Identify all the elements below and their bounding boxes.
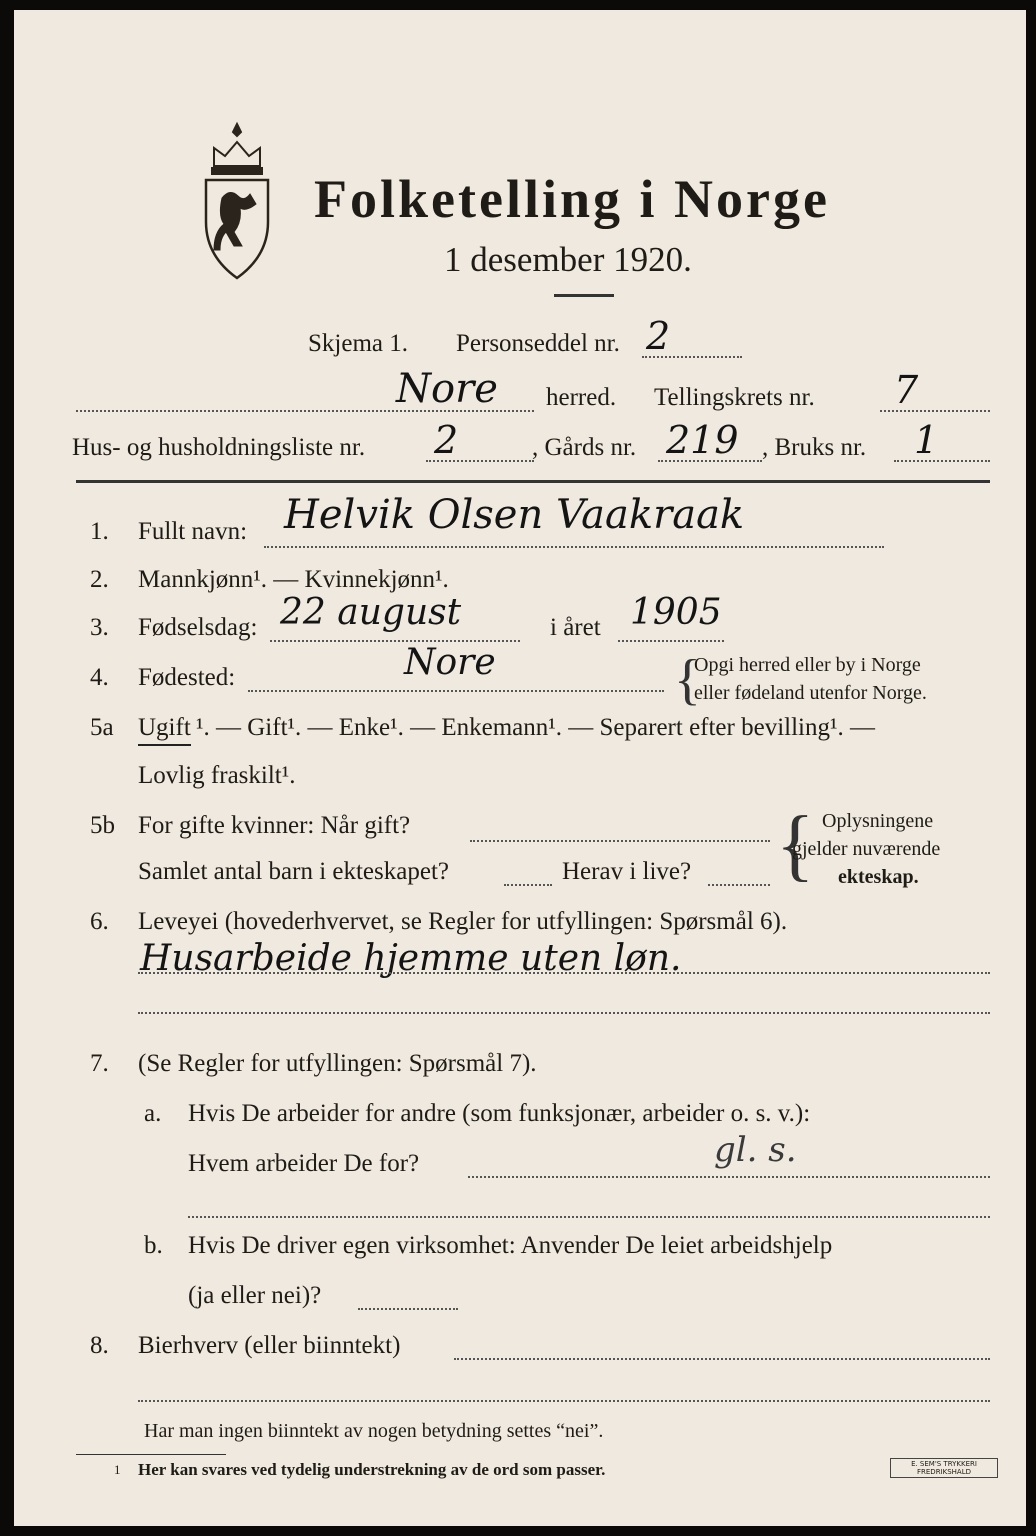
q7b-field	[358, 1308, 458, 1310]
q7a-field-line2	[188, 1216, 990, 1218]
census-form-page	[14, 10, 1026, 1526]
q5a-lovlig-fraskilt: Lovlig fraskilt¹.	[138, 762, 296, 789]
q7b-label-answer: (ja eller nei)?	[188, 1282, 322, 1309]
q5b-number: 5b	[90, 812, 115, 839]
q7-label: (Se Regler for utfyllingen: Spørsmål 7).	[138, 1050, 537, 1077]
q1-full-name-value: Helvik Olsen Vaakraak	[284, 492, 745, 538]
gards-field	[658, 460, 762, 462]
q5b-label-married: For gifte kvinner: Når gift?	[138, 812, 411, 839]
q7a-label: Hvis De arbeider for andre (som funksjonær, arbeider o. s. v.):	[188, 1100, 811, 1127]
personseddel-label: Personseddel nr.	[456, 330, 620, 357]
q4-brace: {	[674, 649, 701, 711]
q7a-label-employer: Hvem arbeider De for?	[188, 1150, 420, 1177]
q1-number: 1.	[90, 518, 109, 545]
q5b-note-line1: Oplysningene	[822, 810, 934, 832]
q8-label: Bierhverv (eller biinntekt)	[138, 1332, 401, 1359]
q7a-letter: a.	[144, 1100, 162, 1127]
q4-number: 4.	[90, 664, 109, 691]
husliste-label: Hus- og husholdningsliste nr.	[72, 434, 366, 461]
footnote-rule	[76, 1454, 226, 1455]
q5b-brace: {	[776, 801, 815, 889]
husliste-value: 2	[434, 418, 459, 462]
q5b-note-line3: ekteskap.	[838, 866, 919, 888]
q2-gender-label: Mannkjønn¹. — Kvinnekjønn¹.	[138, 566, 449, 593]
q6-label: Leveyei (hovederhvervet, se Regler for utfyllingen: Spørsmål 6).	[138, 908, 788, 935]
gards-label: , Gårds nr.	[532, 434, 637, 461]
q3-label: Fødselsdag:	[138, 614, 258, 641]
q6-number: 6.	[90, 908, 109, 935]
q4-note-line1: Opgi herred eller by i Norge	[694, 654, 921, 676]
q7a-employer-value: gl. s.	[714, 1130, 797, 1170]
q4-field	[248, 690, 664, 692]
q4-label: Fødested:	[138, 664, 236, 691]
bruks-field	[894, 460, 990, 462]
q8-number: 8.	[90, 1332, 109, 1359]
coat-of-arms-icon	[192, 118, 282, 283]
tellingskrets-label: Tellingskrets nr.	[654, 384, 815, 411]
q3-number: 3.	[90, 614, 109, 641]
printer-stamp-line2: FREDRIKSHALD	[916, 1468, 971, 1476]
q5a-status-options: ¹. — Gift¹. — Enke¹. — Enkemann¹. — Separert efter bevilling¹. —	[196, 714, 875, 741]
q7-number: 7.	[90, 1050, 109, 1077]
q4-note-line2: eller fødeland utenfor Norge.	[694, 682, 927, 704]
tellingskrets-field	[880, 410, 990, 412]
footnote-marker: 1	[114, 1462, 121, 1477]
q1-field	[264, 546, 884, 548]
q8-note: Har man ingen biinntekt av nogen betydning settes “nei”.	[144, 1420, 604, 1442]
q3-birthday-value: 22 august	[280, 592, 462, 633]
printer-stamp-line1: E. SEM'S TRYKKERI	[911, 1460, 977, 1468]
q5b-married-field	[470, 840, 770, 842]
personseddel-value: 2	[646, 314, 671, 358]
printer-stamp	[890, 1458, 998, 1478]
skjema-label: Skjema 1.	[308, 330, 408, 357]
q4-birthplace-value: Nore	[404, 642, 496, 683]
form-title: Folketelling i Norge	[314, 169, 830, 229]
q3-year-value: 1905	[630, 592, 722, 633]
bruks-label: , Bruks nr.	[762, 434, 867, 461]
q3-year-label: i året	[550, 614, 601, 641]
q7a-field	[468, 1176, 990, 1178]
personseddel-field	[642, 356, 742, 358]
q6-field-line2	[138, 1012, 990, 1014]
herred-label: herred.	[546, 384, 617, 411]
header-separator	[76, 480, 990, 483]
herred-value: Nore	[396, 366, 498, 412]
q5b-children-field	[504, 884, 552, 886]
q7b-letter: b.	[144, 1232, 163, 1259]
q6-occupation-value: Husarbeide hjemme uten løn.	[140, 938, 682, 979]
q5a-ugift-underlined: Ugift	[138, 714, 191, 746]
q5b-label-children: Samlet antal barn i ekteskapet?	[138, 858, 449, 885]
q8-field	[454, 1358, 990, 1360]
q6-field-line1	[138, 972, 990, 974]
q5a-number: 5a	[90, 714, 114, 741]
q7b-label: Hvis De driver egen virksomhet: Anvender De leiet arbeidshjelp	[188, 1232, 833, 1259]
q3-year-field	[618, 640, 724, 642]
husliste-field	[426, 460, 534, 462]
q5b-note-line2: gjelder nuværende	[792, 838, 941, 860]
q2-number: 2.	[90, 566, 109, 593]
bruks-value: 1	[914, 418, 939, 462]
q5b-label-alive: Herav i live?	[562, 858, 692, 885]
q8-field-line2	[138, 1400, 990, 1402]
q5b-alive-field	[708, 884, 770, 886]
title-divider	[554, 294, 614, 297]
footnote-text: Her kan svares ved tydelig understrekning av de ord som passer.	[138, 1460, 606, 1479]
gards-value: 219	[666, 418, 739, 462]
tellingskrets-value: 7	[894, 368, 919, 412]
q1-label: Fullt navn:	[138, 518, 248, 545]
census-date: 1 desember 1920.	[444, 240, 692, 279]
